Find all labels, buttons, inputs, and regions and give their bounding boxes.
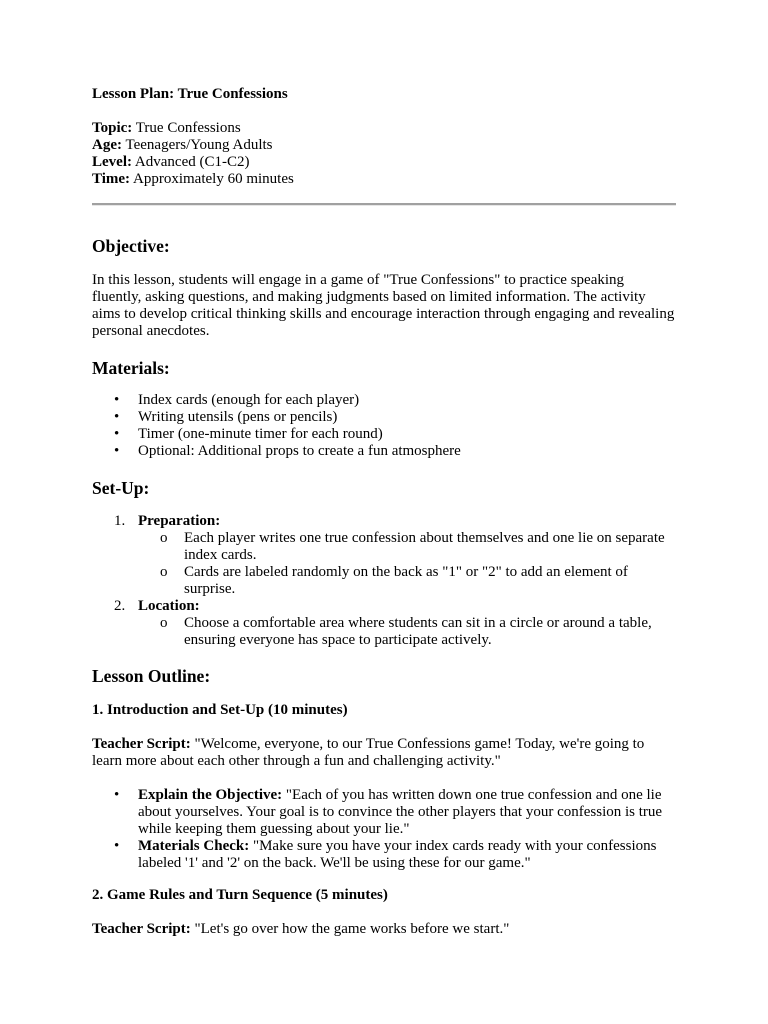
list-item xyxy=(92,838,676,872)
horizontal-divider xyxy=(92,203,676,206)
section1-script xyxy=(92,736,676,770)
list-item-text: Writing utensils (pens or pencils) xyxy=(138,409,338,425)
sub-item xyxy=(92,615,676,649)
materials-list xyxy=(92,392,676,460)
script-label: Teacher Script: xyxy=(92,921,191,937)
meta-age xyxy=(92,137,294,154)
lesson-meta xyxy=(92,120,294,188)
meta-label: Age: xyxy=(92,137,122,153)
sub-item-text: Cards are labeled randomly on the back as "1" or "2" to add an element of surprise. xyxy=(184,564,628,597)
list-item xyxy=(92,443,676,460)
meta-value: Advanced (C1-C2) xyxy=(134,154,250,170)
materials-heading: Materials: xyxy=(92,358,170,378)
list-item xyxy=(92,787,676,838)
script-text: "Welcome, everyone, to our True Confessions game! Today, we're going to learn more about each other through a fun and challenging activity." xyxy=(92,736,645,769)
meta-value: Approximately 60 minutes xyxy=(133,171,294,187)
meta-label: Time: xyxy=(92,171,131,187)
bullet-icon: • xyxy=(114,409,120,425)
bullet-label: Explain the Objective: xyxy=(138,787,283,803)
bullet-icon: • xyxy=(114,787,120,803)
section2-heading: 2. Game Rules and Turn Sequence (5 minutes) xyxy=(92,887,388,903)
sub-item-text: Choose a comfortable area where students can sit in a circle or around a table, ensuring everyone has space to participate actively. xyxy=(184,615,652,648)
section1-heading: 1. Introduction and Set-Up (10 minutes) xyxy=(92,702,348,718)
bullet-icon: • xyxy=(114,392,120,408)
list-item xyxy=(92,426,676,443)
objective-text: In this lesson, students will engage in a game of "True Confessions" to practice speaking fluently, asking questions, and making judgments based on limited information. The activity aims to develop critical thinking skills and encourage interaction through engaging and revealing personal anecdotes. xyxy=(92,272,675,339)
script-label: Teacher Script: xyxy=(92,736,191,752)
sub-item-text: Each player writes one true confession about themselves and one lie on separate index cards. xyxy=(184,530,665,563)
document-title: Lesson Plan: True Confessions xyxy=(92,86,288,102)
bullet-text: "Make sure you have your index cards ready with your confessions labeled '1' and '2' on the back. We'll be using these for our game." xyxy=(138,838,657,871)
sub-item xyxy=(92,530,676,564)
list-item-text: Optional: Additional props to create a fun atmosphere xyxy=(138,443,461,459)
outline-heading: Lesson Outline: xyxy=(92,666,211,686)
meta-topic xyxy=(92,120,294,137)
sub-item xyxy=(92,564,676,598)
meta-value: Teenagers/Young Adults xyxy=(125,137,273,153)
meta-level xyxy=(92,154,294,171)
section2-script xyxy=(92,921,676,938)
script-text: "Let's go over how the game works before we start." xyxy=(194,921,510,937)
sub-bullet-icon: o xyxy=(160,564,168,580)
setup-step xyxy=(92,513,676,530)
meta-label: Topic: xyxy=(92,120,133,136)
meta-label: Level: xyxy=(92,154,132,170)
meta-value: True Confessions xyxy=(135,120,241,136)
list-item-text: Timer (one-minute timer for each round) xyxy=(138,426,383,442)
list-item xyxy=(92,392,676,409)
bullet-icon: • xyxy=(114,443,120,459)
setup-list xyxy=(92,513,676,649)
meta-time xyxy=(92,171,294,188)
bullet-text: "Each of you has written down one true confession and one lie about yourselves. Your goal is to convince the other players that your confession is true while keeping them guessing about your lie." xyxy=(138,787,663,837)
step-number: 1. xyxy=(114,513,126,529)
list-item-text: Index cards (enough for each player) xyxy=(138,392,360,408)
sub-bullet-icon: o xyxy=(160,530,168,546)
setup-heading: Set-Up: xyxy=(92,478,150,498)
step-number: 2. xyxy=(114,598,126,614)
section1-bullets xyxy=(92,787,676,872)
objective-heading: Objective: xyxy=(92,236,170,256)
bullet-label: Materials Check: xyxy=(138,838,250,854)
bullet-icon: • xyxy=(114,838,120,854)
step-label: Location: xyxy=(138,598,200,614)
list-item xyxy=(92,409,676,426)
bullet-icon: • xyxy=(114,426,120,442)
sub-bullet-icon: o xyxy=(160,615,168,631)
setup-step xyxy=(92,598,676,615)
step-label: Preparation: xyxy=(138,513,221,529)
